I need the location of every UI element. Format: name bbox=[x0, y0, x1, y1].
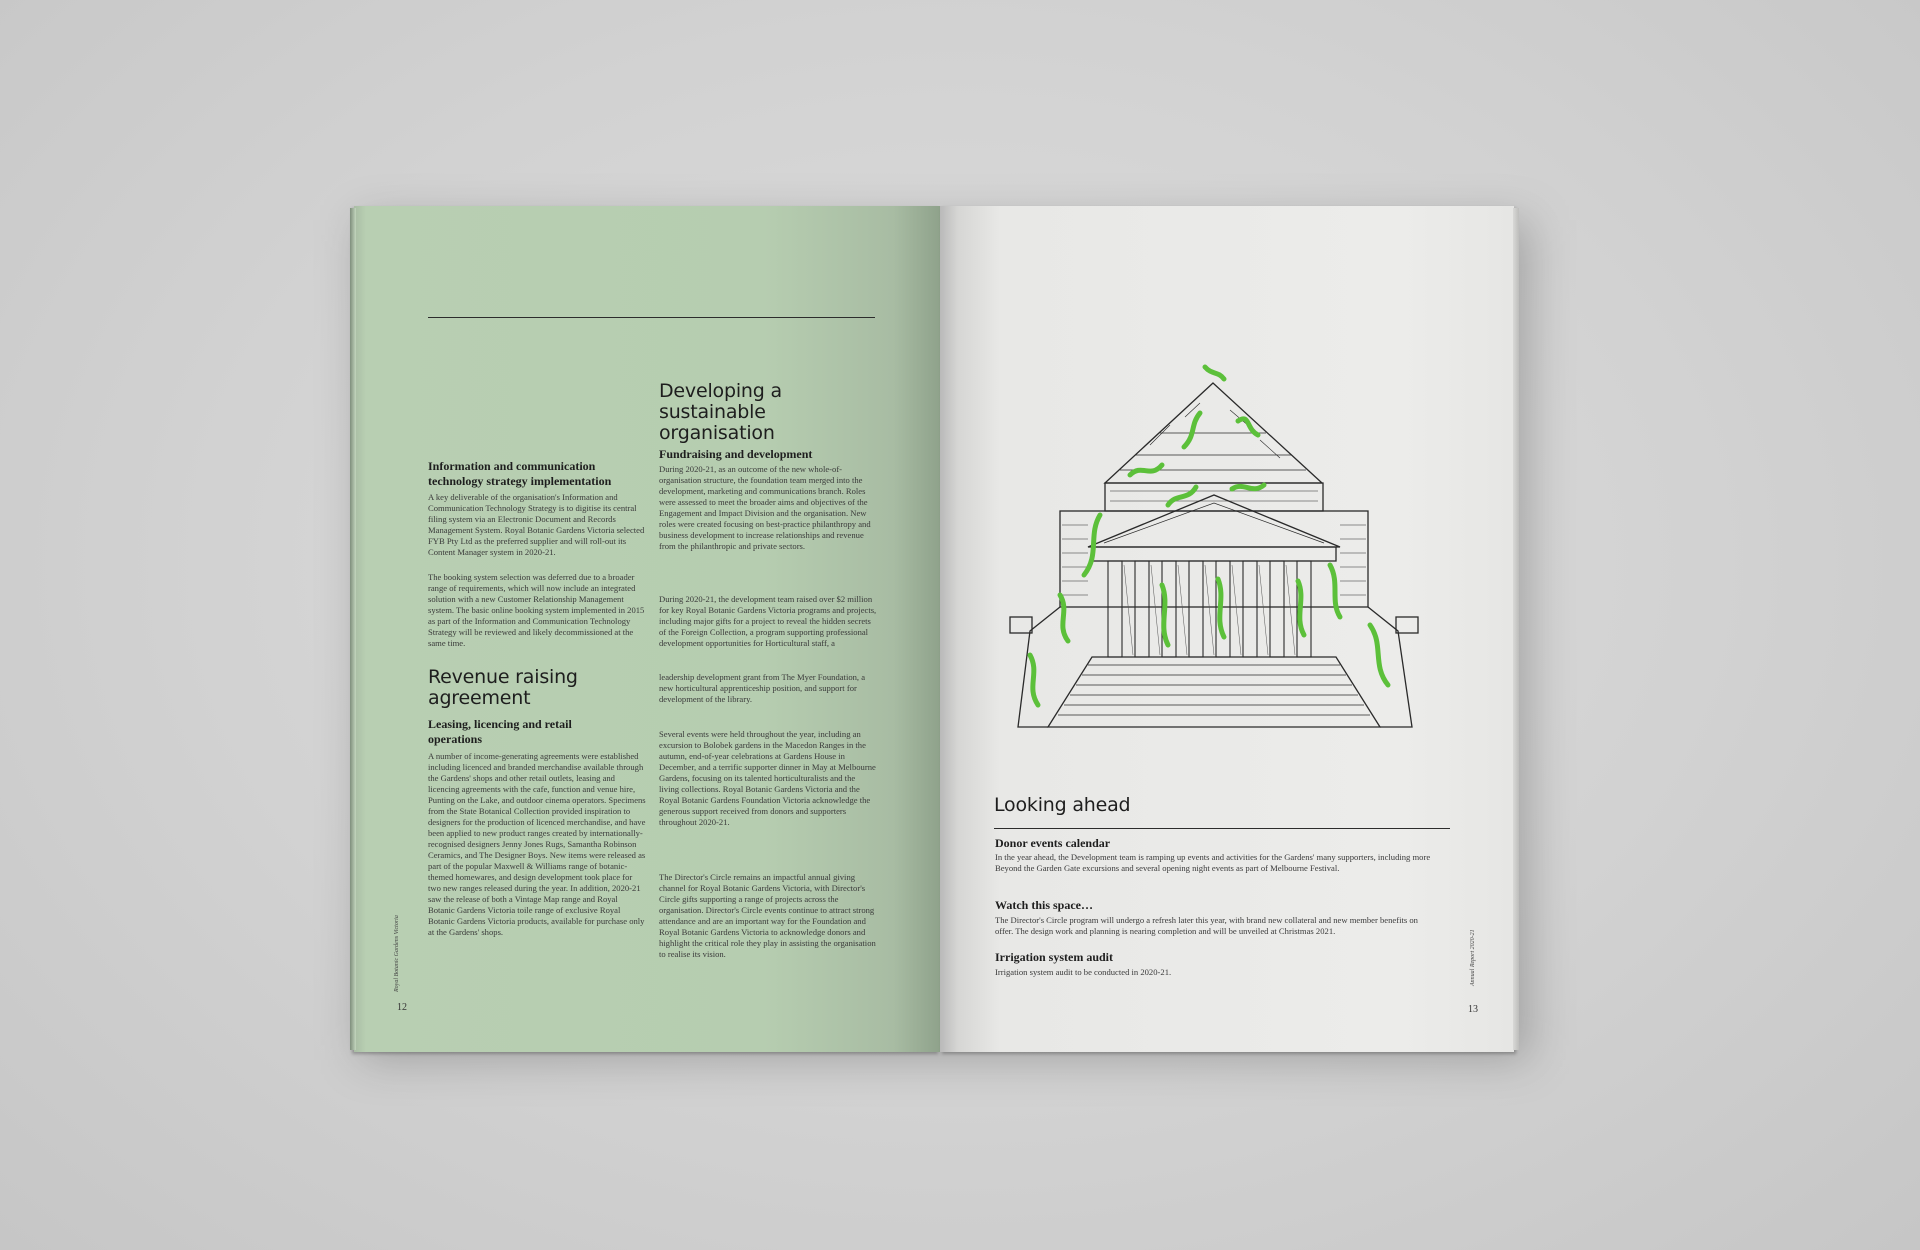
shrine-illustration bbox=[1000, 355, 1430, 755]
watch-space-subheading: Watch this space… bbox=[995, 898, 1094, 912]
fundraising-subheading: Fundraising and development bbox=[659, 447, 813, 461]
running-title-left: Royal Botanic Gardens Victoria bbox=[394, 915, 400, 992]
ict-heading: Information and communication technology strategy implementation bbox=[428, 459, 612, 488]
sustainable-heading: Developing a sustainable organisation bbox=[659, 380, 782, 444]
watch-space-paragraph: The Director's Circle program will undergo a refresh later this year, with brand new collateral and new member benefits on offer. The design work and planning is nearing completion and will be unveiled at Christmas 2021. bbox=[995, 915, 1418, 936]
fundraising-paragraph-2: During 2020-21, the development team raised over $2 million for key Royal Botanic Gardens Victoria programs and projects, including major gifts for a project to reveal the hidden secrets of the Foreign Collection, a program supporting professional development opportunities for Horticultural staff, a bbox=[659, 594, 877, 648]
fundraising-paragraph-3: leadership development grant from The Myer Foundation, a new horticultural apprenticeship position, and support for development of the library. bbox=[659, 672, 866, 704]
revenue-heading: Revenue raising agreement bbox=[428, 666, 578, 709]
looking-ahead-rule bbox=[994, 828, 1450, 829]
fundraising-paragraph-5: The Director's Circle remains an impactful annual giving channel for Royal Botanic Gardens Victoria, with Director's Circle gifts supporting a range of projects across the organisation. Director's Circle events continue to attract strong attendance and are an important way for the Foundation and Royal Botanic Gardens Victoria to acknowledge donors and highlight the critical role they play in assisting the organisation to realise its vision. bbox=[659, 872, 876, 959]
running-title-right: Annual Report 2020-21 bbox=[1470, 929, 1476, 986]
ict-paragraph-1: A key deliverable of the organisation's Information and Communication Technology Strategy is to digitise its central filing system via an Electronic Document and Records Management System. Royal Botanic Gardens Victoria selected FYB Pty Ltd as the preferred supplier and will roll-out its Content Manager system in 2020-21. bbox=[428, 492, 645, 557]
irrigation-paragraph: Irrigation system audit to be conducted in 2020-21. bbox=[995, 967, 1172, 977]
page-number-left: 12 bbox=[397, 1002, 407, 1013]
fundraising-paragraph-1: During 2020-21, as an outcome of the new whole-of-organisation structure, the foundation team merged into the development, marketing and communications branch. Roles were assessed to meet the broader aims and objectives of the Engagement and Impact Division and the organisation. New roles were created focusing on best-practice philanthropy and business development to increase relationships and revenue from the philanthropic and private sectors. bbox=[659, 464, 871, 551]
irrigation-subheading: Irrigation system audit bbox=[995, 950, 1113, 964]
revenue-paragraph: A number of income-generating agreements were established including licenced and branded merchandise available through the Gardens' shops and other retail outlets, leasing and licencing agreements with the cafe, function and venue hire, Punting on the Lake, and outdoor cinema operators. Specimens from the State Botanical Collection provided inspiration to designers for the production of licenced merchandise, and have been applied to new product ranges created by internationally-recognised designers Jenny Jones Rugs, Samantha Robinson Ceramics, and The Designer Boys. New items were released as part of the popular Maxwell & Williams range of botanic-themed homewares, and design development took place for two new ranges released during the year. In addition, 2020-21 saw the release of both a Vintage Map range and Royal Botanic Gardens Victoria toile range of exclusive Royal Botanic Gardens Victoria products, available for purchase only at the Gardens' shops. bbox=[428, 751, 646, 937]
donor-events-subheading: Donor events calendar bbox=[995, 836, 1111, 850]
revenue-subheading: Leasing, licencing and retail operations bbox=[428, 717, 572, 746]
page-number-right: 13 bbox=[1468, 1004, 1478, 1015]
donor-events-paragraph: In the year ahead, the Development team is ramping up events and activities for the Gardens' many supporters, including more Beyond the Garden Gate excursions and several opening night events as part of Melbourne Festival. bbox=[995, 852, 1431, 873]
fundraising-paragraph-4: Several events were held throughout the year, including an excursion to Bolobek gardens in the Macedon Ranges in the autumn, end-of-year celebrations at Gardens House in December, and a terrific supporter dinner in May at Melbourne Gardens, focusing on its talented horticulturalists and the living collections. Royal Botanic Gardens Victoria and the Royal Botanic Gardens Foundation Victoria acknowledge the generous support received from donors and supporters throughout 2020-21. bbox=[659, 729, 876, 827]
ict-paragraph-2: The booking system selection was deferred due to a broader range of requirements, which will now include an integrated solution with a new Customer Relationship Management system. The basic online booking system implemented in 2015 as part of the Information and Communication Technology Strategy will be reviewed and likely decommissioned at the same time. bbox=[428, 572, 645, 648]
looking-ahead-heading: Looking ahead bbox=[994, 794, 1131, 816]
top-rule bbox=[428, 317, 875, 318]
